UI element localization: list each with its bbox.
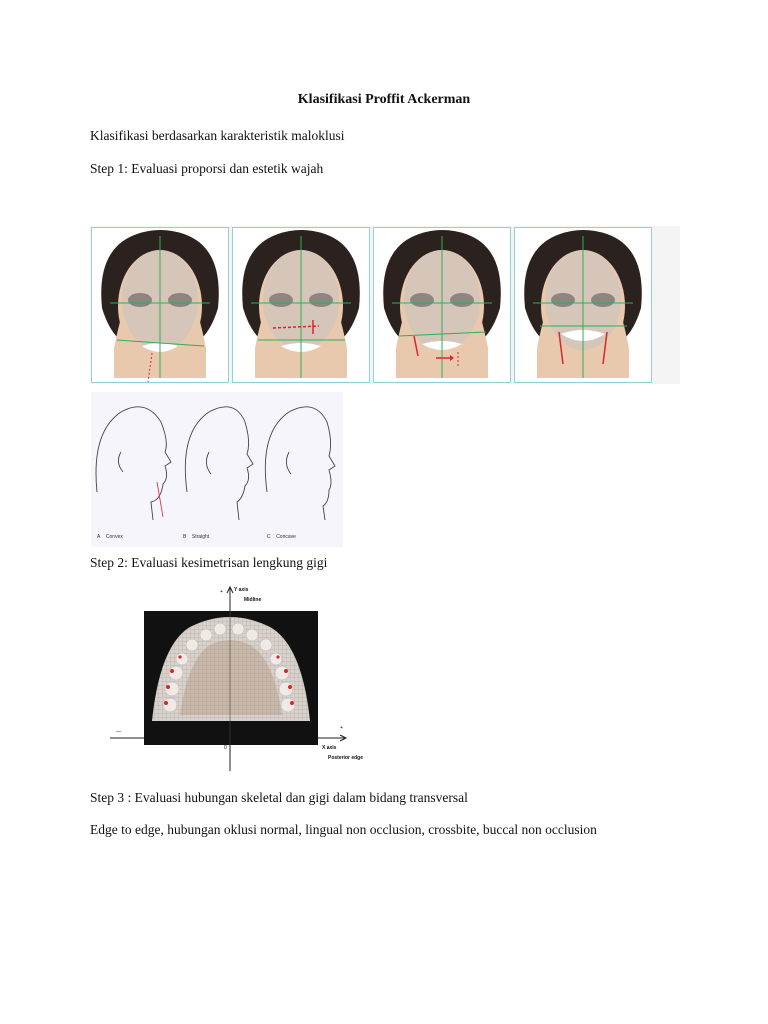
midline-label: Midline	[244, 597, 262, 603]
y-axis-label: Y axis	[234, 587, 249, 593]
step3-heading: Step 3 : Evaluasi hubungan skeletal dan gigi dalam bidang transversal	[90, 790, 468, 805]
step2-heading: Step 2: Evaluasi kesimetrisan lengkung gigi	[90, 555, 328, 570]
face-panel-2	[232, 227, 370, 383]
posterior-edge-label: Posterior edge	[328, 755, 364, 761]
document-title: Klasifikasi Proffit Ackerman	[297, 92, 471, 107]
face-panel-1	[91, 227, 229, 383]
y-plus-sign: +	[220, 589, 223, 595]
x-plus-sign: +	[340, 725, 343, 731]
frontal-face-figure	[90, 226, 680, 384]
dental-arch-figure	[110, 585, 370, 775]
facial-profile-figure	[91, 392, 343, 547]
x-axis-label: X axis	[322, 745, 337, 751]
face-panel-4	[514, 227, 652, 383]
caption-c: C Concave	[267, 534, 296, 540]
caption-b: B Straight	[183, 534, 210, 540]
origin-label: 0	[224, 745, 227, 751]
face-panel-3	[373, 227, 511, 383]
caption-a: A Convex	[97, 534, 123, 540]
step3-detail: Edge to edge, hubungan oklusi normal, lingual non occlusion, crossbite, buccal non occlusion	[90, 822, 597, 837]
intro-paragraph: Klasifikasi berdasarkan karakteristik maloklusi	[90, 128, 345, 143]
x-minus-sign: —	[116, 729, 121, 735]
step1-heading: Step 1: Evaluasi proporsi dan estetik wajah	[90, 161, 324, 176]
